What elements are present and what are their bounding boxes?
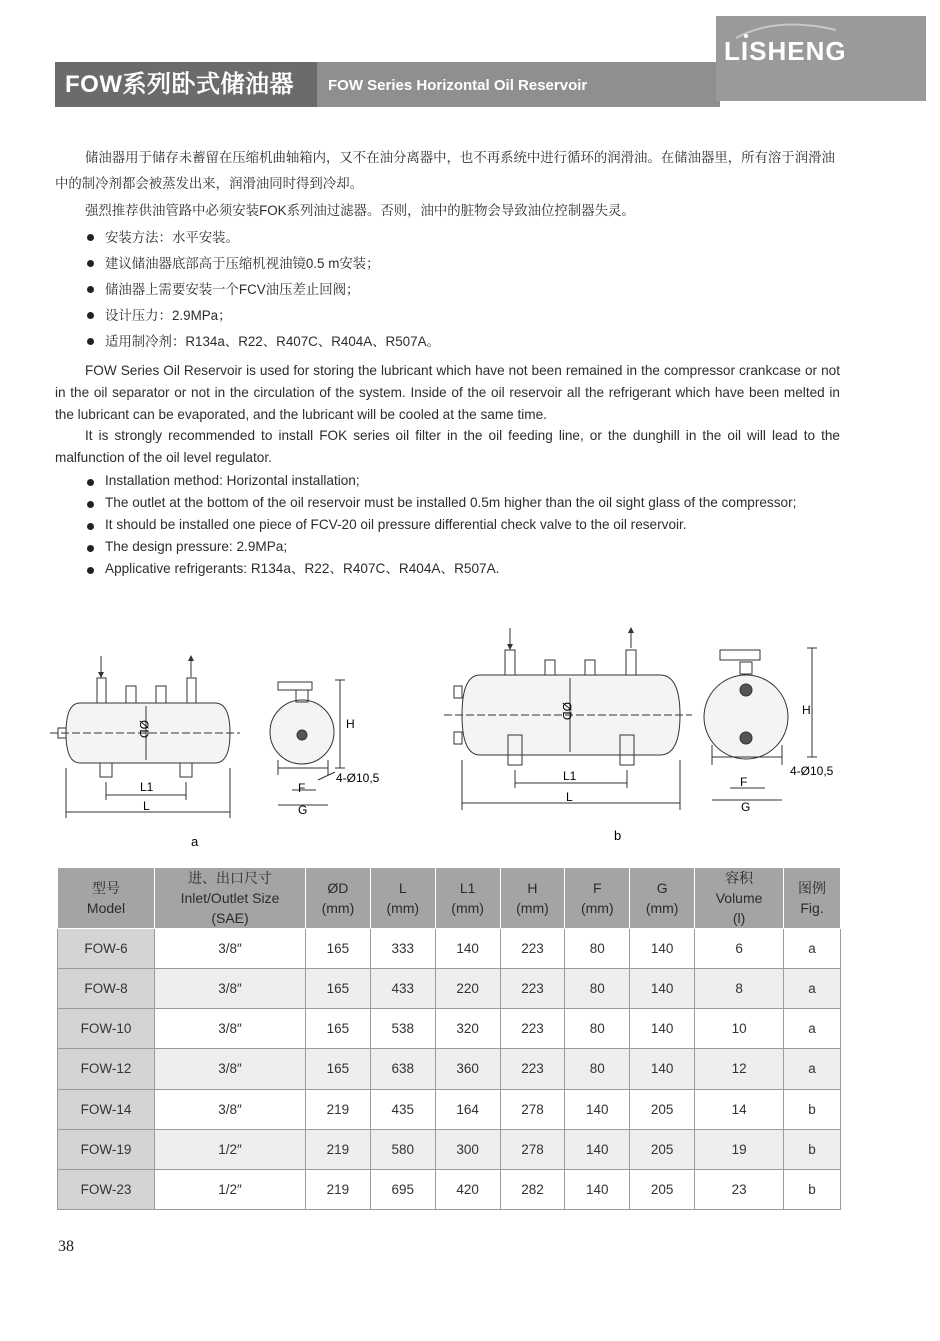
list-item: 安装方法：水平安装。	[55, 225, 840, 251]
table-cell: 205	[630, 1129, 695, 1169]
list-item: Installation method: Horizontal installation;	[55, 470, 840, 492]
table-cell: a	[784, 969, 841, 1009]
table-cell: 278	[500, 1089, 565, 1129]
table-cell: 638	[370, 1049, 435, 1089]
table-cell: 320	[435, 1009, 500, 1049]
dim-l1-label-b: L1	[563, 769, 577, 783]
intro-en-paragraph-2: It is strongly recommended to install FOK series oil filter in the oil feeding line, or the dunghill in the oil will lead to the malfunction of the oil level regulator.	[55, 428, 840, 465]
table-cell: FOW-14	[58, 1089, 155, 1129]
table-cell: 223	[500, 969, 565, 1009]
column-header-height: H (mm)	[500, 868, 565, 929]
table-cell: 165	[306, 929, 371, 969]
table-cell: 23	[695, 1169, 784, 1209]
table-cell: 3/8″	[155, 1049, 306, 1089]
table-cell: FOW-8	[58, 969, 155, 1009]
table-cell: 12	[695, 1049, 784, 1089]
figure-a-label: a	[191, 834, 199, 849]
column-header-diameter: ØD (mm)	[306, 868, 371, 929]
table-cell: FOW-23	[58, 1169, 155, 1209]
dim-d-label-b: ØD	[560, 702, 574, 720]
table-cell: 580	[370, 1129, 435, 1169]
list-item: It should be installed one piece of FCV-20 oil pressure differential check valve to the oil reservoir.	[55, 514, 840, 536]
table-cell: 1/2″	[155, 1169, 306, 1209]
table-row	[58, 969, 841, 1009]
table-cell: 3/8″	[155, 1089, 306, 1129]
table-cell: 10	[695, 1009, 784, 1049]
table-cell: 80	[565, 969, 630, 1009]
table-cell: 360	[435, 1049, 500, 1089]
dim-g-label-b: G	[741, 800, 751, 814]
intro-en-bullet-list	[55, 470, 840, 580]
logo: LISHENG	[724, 36, 847, 66]
table-cell: 223	[500, 929, 565, 969]
list-item: The design pressure: 2.9MPa;	[55, 536, 840, 558]
table-cell: 164	[435, 1089, 500, 1129]
dim-l-label-b: L	[566, 790, 573, 804]
column-header-length: L (mm)	[370, 868, 435, 929]
table-cell: 1/2″	[155, 1129, 306, 1169]
table-cell: 300	[435, 1129, 500, 1169]
figure-a-end-view	[270, 680, 345, 805]
dim-g-label-a: G	[298, 803, 308, 817]
table-cell: 3/8″	[155, 1009, 306, 1049]
table-cell: 19	[695, 1129, 784, 1169]
list-item: The outlet at the bottom of the oil reservoir must be installed 0.5m higher than the oil sight glass of the compressor;	[55, 492, 840, 514]
table-cell: 3/8″	[155, 969, 306, 1009]
list-item: 设计压力：2.9MPa；	[55, 303, 840, 329]
table-cell: 420	[435, 1169, 500, 1209]
table-cell: 140	[435, 929, 500, 969]
column-header-f: F (mm)	[565, 868, 630, 929]
table-cell: FOW-6	[58, 929, 155, 969]
table-cell: b	[784, 1129, 841, 1169]
intro-cn-paragraph-2: 强烈推荐供油管路中必须安装FOK系列油过滤器。否则，油中的脏物会导致油位控制器失灵。	[85, 203, 635, 218]
table-cell: 140	[630, 1009, 695, 1049]
page-title-en: FOW Series Horizontal Oil Reservoir	[328, 77, 588, 94]
table-row	[58, 1049, 841, 1089]
table-row	[58, 1089, 841, 1129]
table-cell: 140	[630, 929, 695, 969]
intro-cn-bullet-list	[55, 225, 840, 355]
column-header-figure: 图例 Fig.	[784, 868, 841, 929]
table-cell: 219	[306, 1169, 371, 1209]
table-cell: 538	[370, 1009, 435, 1049]
dim-f-label-b: F	[740, 775, 748, 789]
page-title-cn: FOW系列卧式储油器	[55, 62, 317, 107]
table-row	[58, 929, 841, 969]
table-header-row	[58, 868, 841, 929]
list-item: Applicative refrigerants: R134a、R22、R407C、R404A、R507A.	[55, 558, 840, 580]
list-item: 建议储油器底部高于压缩机视油镜0.5 m安装；	[55, 251, 840, 277]
dim-holes-label-b: 4-Ø10,5	[790, 764, 834, 778]
table-cell: a	[784, 1049, 841, 1089]
table-cell: 140	[565, 1089, 630, 1129]
table-cell: 205	[630, 1169, 695, 1209]
table-cell: 433	[370, 969, 435, 1009]
table-cell: a	[784, 1009, 841, 1049]
table-row	[58, 1129, 841, 1169]
column-header-model: 型号 Model	[58, 868, 155, 929]
spec-table	[57, 867, 841, 1210]
table-cell: 165	[306, 1049, 371, 1089]
table-cell: 282	[500, 1169, 565, 1209]
column-header-l1: L1 (mm)	[435, 868, 500, 929]
table-cell: 220	[435, 969, 500, 1009]
table-cell: 223	[500, 1009, 565, 1049]
dim-h-label-b: H	[802, 703, 811, 717]
table-cell: 80	[565, 929, 630, 969]
table-cell: b	[784, 1089, 841, 1129]
intro-en-paragraph-1: FOW Series Oil Reservoir is used for storing the lubricant which have not been remained in the compressor crankcase or not in the oil separator or not in the circulation of the system. Inside of the oil reservoir all the refrigerant which have been melted in the lubricant can be evaporated, and the lubricant will be cooled at the same time.	[55, 363, 840, 422]
table-cell: 223	[500, 1049, 565, 1089]
table-cell: b	[784, 1169, 841, 1209]
table-cell: 219	[306, 1089, 371, 1129]
table-cell: 8	[695, 969, 784, 1009]
table-cell: 140	[630, 1049, 695, 1089]
table-cell: 14	[695, 1089, 784, 1129]
table-cell: 80	[565, 1009, 630, 1049]
table-cell: 165	[306, 1009, 371, 1049]
column-header-size: 进、出口尺寸 Inlet/Outlet Size (SAE)	[155, 868, 306, 929]
table-cell: 6	[695, 929, 784, 969]
table-cell: FOW-12	[58, 1049, 155, 1089]
table-cell: 165	[306, 969, 371, 1009]
intro-cn-paragraph-1: 储油器用于储存未蓄留在压缩机曲轴箱内，又不在油分离器中，也不再系统中进行循环的润滑油。在储油器里，所有溶于润滑油中的制冷剂都会被蒸发出来，润滑油同时得到冷却。	[55, 150, 835, 191]
figure-b-label: b	[614, 828, 622, 843]
table-cell: 219	[306, 1129, 371, 1169]
table-cell: FOW-10	[58, 1009, 155, 1049]
table-cell: 140	[565, 1169, 630, 1209]
table-cell: 695	[370, 1169, 435, 1209]
dim-f-label-a: F	[298, 781, 306, 795]
list-item: 适用制冷剂：R134a、R22、R407C、R404A、R507A。	[55, 329, 840, 355]
column-header-g: G (mm)	[630, 868, 695, 929]
table-cell: FOW-19	[58, 1129, 155, 1169]
table-row	[58, 1009, 841, 1049]
reservoir-drawings	[0, 620, 940, 870]
column-header-volume: 容积 Volume (l)	[695, 868, 784, 929]
table-cell: 435	[370, 1089, 435, 1129]
list-item: 储油器上需要安装一个FCV油压差止回阀；	[55, 277, 840, 303]
table-row	[58, 1169, 841, 1209]
table-cell: 278	[500, 1129, 565, 1169]
table-cell: 333	[370, 929, 435, 969]
dim-l-label-a: L	[143, 799, 150, 813]
dim-d-label-a: ØD	[137, 720, 151, 738]
table-cell: 205	[630, 1089, 695, 1129]
table-cell: 140	[630, 969, 695, 1009]
dim-l1-label-a: L1	[140, 780, 154, 794]
table-cell: 80	[565, 1049, 630, 1089]
dim-h-label-a: H	[346, 717, 355, 731]
table-cell: 3/8″	[155, 929, 306, 969]
page-number: 38	[58, 1238, 74, 1255]
table-cell: 140	[565, 1129, 630, 1169]
table-cell: a	[784, 929, 841, 969]
dim-holes-label-a: 4-Ø10,5	[336, 771, 380, 785]
